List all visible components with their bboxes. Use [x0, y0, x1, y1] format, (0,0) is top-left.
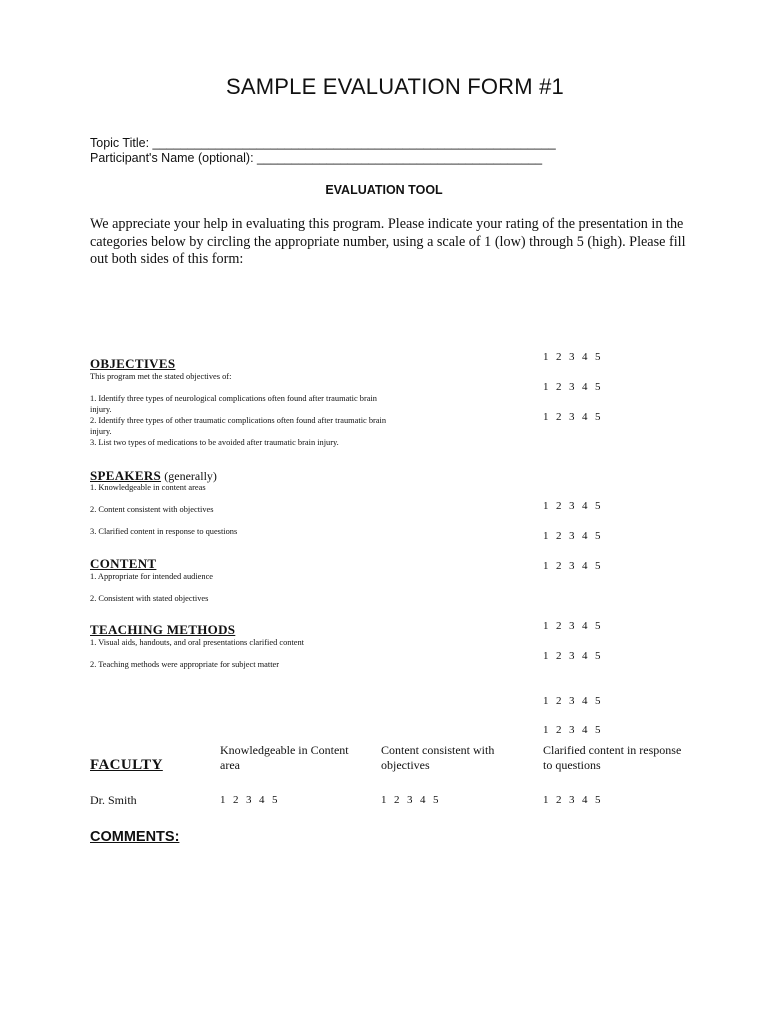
speakers-heading [90, 468, 217, 484]
rating-option[interactable]: 5 [595, 560, 601, 572]
rating-option[interactable]: 5 [595, 500, 601, 512]
rating-option[interactable]: 2 [556, 794, 562, 806]
rating-option[interactable]: 3 [569, 500, 575, 512]
rating-option[interactable]: 4 [582, 695, 588, 707]
rating-scale-speaker-3[interactable] [543, 560, 608, 572]
comments-heading: COMMENTS: [90, 829, 180, 845]
rating-option[interactable]: 5 [595, 411, 601, 423]
faculty-column-header: Knowledgeable in Content area [220, 743, 349, 772]
topic-title-field: Topic Title: __________________________________________________________ [90, 136, 556, 150]
rating-option[interactable]: 1 [543, 530, 549, 542]
rating-option[interactable]: 1 [543, 724, 549, 736]
rating-option[interactable]: 1 [543, 411, 549, 423]
teaching-item: 2. Teaching methods were appropriate for subject matter [90, 660, 280, 669]
rating-option[interactable]: 4 [259, 794, 265, 806]
content-item: 1. Appropriate for intended audience [90, 572, 214, 581]
rating-option[interactable]: 3 [407, 794, 413, 806]
rating-option[interactable]: 4 [582, 620, 588, 632]
rating-option[interactable]: 3 [569, 560, 575, 572]
speaker-item: 1. Knowledgeable in content areas [90, 483, 206, 492]
faculty-rating-knowledgeable[interactable] [220, 794, 285, 806]
rating-scale-objective-3[interactable] [543, 411, 608, 423]
rating-option[interactable]: 3 [569, 411, 575, 423]
rating-scale-teaching-1[interactable] [543, 695, 608, 707]
rating-option[interactable]: 1 [220, 794, 226, 806]
instructions-paragraph: We appreciate your help in evaluating this program. Please indicate your rating of the presentation in the categories below by circling the appropriate number, using a scale of 1 (low) through 5 (high). Please fill out both sides of this form: [90, 216, 686, 267]
rating-option[interactable]: 2 [556, 560, 562, 572]
rating-option[interactable]: 5 [595, 650, 601, 662]
rating-option[interactable]: 5 [595, 695, 601, 707]
rating-option[interactable]: 4 [582, 500, 588, 512]
rating-option[interactable]: 2 [556, 724, 562, 736]
faculty-heading: FACULTY [90, 757, 163, 773]
objectives-intro: This program met the stated objectives of: [90, 372, 232, 381]
rating-option[interactable]: 4 [582, 724, 588, 736]
speakers-note: (generally) [164, 469, 217, 483]
rating-option[interactable]: 2 [556, 620, 562, 632]
content-heading: CONTENT [90, 556, 157, 571]
rating-scale-objective-1[interactable] [543, 351, 608, 363]
objective-item: 1. Identify three types of neurological complications often found after traumatic brain injury. [90, 394, 377, 414]
rating-option[interactable]: 5 [595, 351, 601, 363]
rating-option[interactable]: 5 [595, 381, 601, 393]
rating-option[interactable]: 3 [569, 724, 575, 736]
rating-option[interactable]: 1 [543, 620, 549, 632]
speaker-item: 3. Clarified content in response to questions [90, 527, 238, 536]
speakers-title: SPEAKERS [90, 468, 162, 483]
rating-option[interactable]: 5 [272, 794, 278, 806]
rating-option[interactable]: 2 [394, 794, 400, 806]
rating-option[interactable]: 2 [556, 695, 562, 707]
rating-option[interactable]: 4 [582, 560, 588, 572]
rating-option[interactable]: 4 [582, 351, 588, 363]
rating-option[interactable]: 5 [595, 620, 601, 632]
rating-option[interactable]: 2 [233, 794, 239, 806]
objective-item: 3. List two types of medications to be avoided after traumatic brain injury. [90, 438, 339, 447]
form-title: SAMPLE EVALUATION FORM #1 [226, 74, 564, 99]
rating-option[interactable]: 1 [543, 560, 549, 572]
rating-option[interactable]: 4 [420, 794, 426, 806]
rating-option[interactable]: 4 [582, 411, 588, 423]
rating-option[interactable]: 4 [582, 650, 588, 662]
content-item: 2. Consistent with stated objectives [90, 594, 209, 603]
faculty-rating-clarified[interactable] [543, 794, 608, 806]
rating-option[interactable]: 3 [569, 695, 575, 707]
rating-option[interactable]: 1 [543, 794, 549, 806]
rating-option[interactable]: 5 [595, 724, 601, 736]
rating-scale-teaching-2[interactable] [543, 724, 608, 736]
rating-option[interactable]: 5 [595, 794, 601, 806]
rating-option[interactable]: 4 [582, 794, 588, 806]
rating-option[interactable]: 5 [433, 794, 439, 806]
rating-option[interactable]: 5 [595, 530, 601, 542]
objective-item: 2. Identify three types of other traumatic complications often found after traumatic brain injury. [90, 416, 387, 436]
rating-option[interactable]: 3 [569, 620, 575, 632]
rating-option[interactable]: 4 [582, 381, 588, 393]
rating-option[interactable]: 3 [569, 381, 575, 393]
section-heading: EVALUATION TOOL [325, 183, 443, 197]
rating-option[interactable]: 1 [381, 794, 387, 806]
faculty-column-header: Content consistent with objectives [381, 743, 495, 772]
rating-option[interactable]: 1 [543, 500, 549, 512]
rating-option[interactable]: 3 [569, 794, 575, 806]
faculty-rating-consistent[interactable] [381, 794, 446, 806]
rating-option[interactable]: 2 [556, 411, 562, 423]
teaching-methods-heading: TEACHING METHODS [90, 622, 236, 637]
rating-scale-objective-2[interactable] [543, 381, 608, 393]
rating-option[interactable]: 1 [543, 351, 549, 363]
faculty-column-header: Clarified content in response to questions [543, 743, 682, 772]
rating-option[interactable]: 1 [543, 650, 549, 662]
rating-option[interactable]: 3 [246, 794, 252, 806]
rating-scale-speaker-1[interactable] [543, 500, 608, 512]
rating-scale-content-2[interactable] [543, 650, 608, 662]
rating-option[interactable]: 2 [556, 381, 562, 393]
rating-option[interactable]: 1 [543, 381, 549, 393]
rating-option[interactable]: 2 [556, 500, 562, 512]
rating-option[interactable]: 2 [556, 530, 562, 542]
rating-option[interactable]: 4 [582, 530, 588, 542]
rating-option[interactable]: 3 [569, 351, 575, 363]
rating-option[interactable]: 3 [569, 530, 575, 542]
participant-name-field: Participant's Name (optional): _________________________________________ [90, 151, 543, 165]
faculty-name: Dr. Smith [90, 793, 137, 807]
rating-scale-speaker-2[interactable] [543, 530, 608, 542]
rating-option[interactable]: 2 [556, 650, 562, 662]
speaker-item: 2. Content consistent with objectives [90, 505, 214, 514]
objectives-heading: OBJECTIVES [90, 356, 176, 371]
rating-option[interactable]: 1 [543, 695, 549, 707]
rating-option[interactable]: 2 [556, 351, 562, 363]
rating-scale-content-1[interactable] [543, 620, 608, 632]
rating-option[interactable]: 3 [569, 650, 575, 662]
teaching-item: 1. Visual aids, handouts, and oral presentations clarified content [90, 638, 305, 647]
